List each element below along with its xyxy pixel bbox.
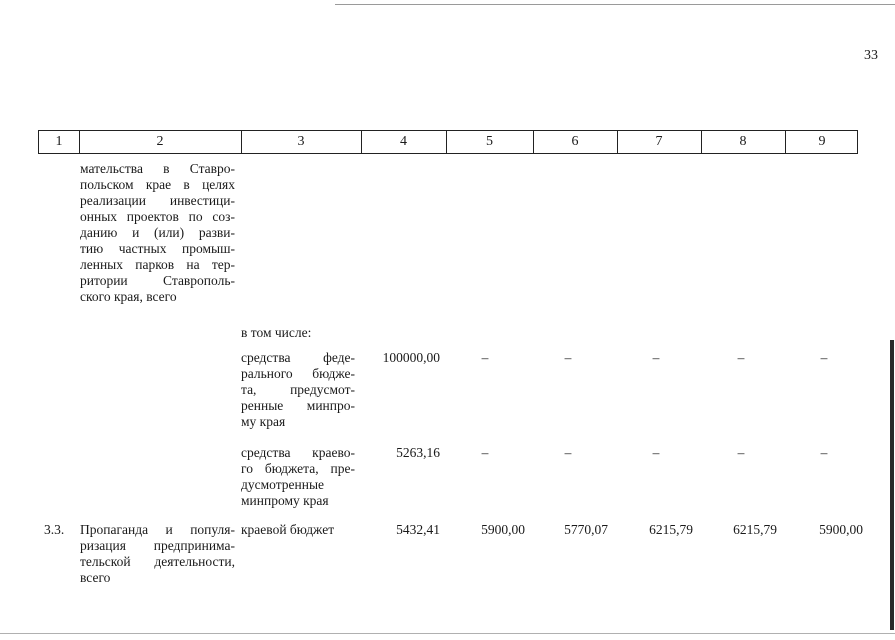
row-number: 3.3. bbox=[44, 522, 65, 537]
regional-dash-col5: – bbox=[481, 445, 489, 460]
source-line: средства краево- bbox=[241, 445, 355, 460]
row33-value-col5: 5900,00 bbox=[481, 522, 525, 537]
page-number: 33 bbox=[864, 48, 878, 63]
source-line: му края bbox=[241, 414, 286, 429]
regional-dash-col7: – bbox=[652, 445, 660, 460]
row33-value-col7: 6215,79 bbox=[649, 522, 693, 537]
source-line: ренные минпро- bbox=[241, 398, 355, 413]
scan-edge bbox=[890, 340, 894, 630]
name-line: тельской деятельности, bbox=[80, 554, 235, 569]
federal-dash-col7: – bbox=[652, 350, 660, 365]
regional-dash-col9: – bbox=[820, 445, 828, 460]
including-label: в том числе: bbox=[241, 325, 312, 340]
row33-value-col6: 5770,07 bbox=[564, 522, 608, 537]
header-col-6: 6 bbox=[571, 134, 579, 149]
header-col-5: 5 bbox=[486, 134, 493, 149]
name-line: ского края, всего bbox=[80, 289, 177, 304]
header-col-7: 7 bbox=[655, 134, 663, 149]
name-line: Пропаганда и популя- bbox=[80, 522, 235, 537]
source-line: та, предусмот- bbox=[241, 382, 355, 397]
table-header-row bbox=[38, 130, 858, 154]
row-continuation-name bbox=[80, 161, 235, 305]
federal-dash-col5: – bbox=[481, 350, 489, 365]
header-col-3: 3 bbox=[297, 134, 305, 149]
header-col-1: 1 bbox=[55, 134, 63, 149]
name-line: ризация предпринима- bbox=[80, 538, 235, 553]
name-line: реализации инвестици- bbox=[80, 193, 235, 208]
federal-dash-col8: – bbox=[737, 350, 745, 365]
federal-source bbox=[241, 350, 355, 430]
federal-dash-col6: – bbox=[564, 350, 572, 365]
top-rule bbox=[335, 4, 895, 5]
name-line: ленных парков на тер- bbox=[80, 257, 235, 272]
row33-value-col4: 5432,41 bbox=[396, 522, 440, 537]
source-line: минпрому края bbox=[241, 493, 329, 508]
header-col-8: 8 bbox=[739, 134, 747, 149]
row33-value-col8: 6215,79 bbox=[733, 522, 777, 537]
regional-value-col4: 5263,16 bbox=[396, 445, 440, 460]
header-col-9: 9 bbox=[818, 134, 826, 149]
row33-name bbox=[80, 522, 235, 586]
federal-value-col4: 100000,00 bbox=[382, 350, 440, 365]
source-line: дусмотренные bbox=[241, 477, 325, 492]
name-line: польском крае в целях bbox=[80, 177, 235, 192]
name-line: онных проектов по соз- bbox=[80, 209, 235, 224]
row33-value-col9: 5900,00 bbox=[819, 522, 863, 537]
row33-source: краевой бюджет bbox=[241, 522, 335, 537]
source-line: го бюджета, пре- bbox=[241, 461, 355, 476]
bottom-rule bbox=[0, 633, 895, 634]
name-line: тию частных промыш- bbox=[80, 241, 235, 256]
name-line: всего bbox=[80, 570, 111, 585]
federal-dash-col9: – bbox=[820, 350, 828, 365]
name-line: ритории Ставрополь- bbox=[80, 273, 235, 288]
source-line: средства феде- bbox=[241, 350, 355, 365]
name-line: мательства в Ставро- bbox=[80, 161, 235, 176]
regional-dash-col8: – bbox=[737, 445, 745, 460]
header-col-4: 4 bbox=[400, 134, 407, 149]
name-line: данию и (или) разви- bbox=[80, 225, 235, 240]
regional-dash-col6: – bbox=[564, 445, 572, 460]
regional-source bbox=[241, 445, 355, 509]
source-line: рального бюдже- bbox=[241, 366, 355, 381]
header-col-2: 2 bbox=[156, 134, 164, 149]
